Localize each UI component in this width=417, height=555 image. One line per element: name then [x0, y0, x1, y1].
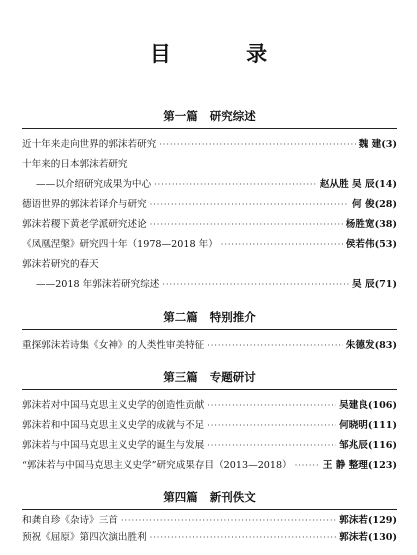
entry-title: 德语世界的郭沫若译介与研究	[22, 199, 147, 210]
entry-title: 郭沫若稷下黄老学派研究述论	[22, 219, 147, 230]
leader-dots	[207, 336, 343, 356]
section-heading	[22, 489, 397, 505]
entry-title: 预祝《屈原》第四次演出胜利	[22, 532, 147, 543]
leader-dots	[159, 135, 355, 155]
entry-author: 吴建良	[339, 400, 368, 411]
entry-author: 杨胜宽	[345, 219, 375, 230]
leader-dots	[295, 456, 320, 476]
toc-entry[interactable]	[22, 336, 397, 356]
toc-entry[interactable]	[22, 215, 397, 235]
entry-author: 郭沫若	[339, 515, 368, 526]
leader-dots	[154, 175, 317, 195]
entry-page: (129)	[367, 515, 397, 526]
toc-entry[interactable]	[22, 155, 397, 175]
toc-entry[interactable]	[22, 175, 397, 195]
entry-subtitle: ——2018 年郭沫若研究综述	[36, 279, 160, 290]
entry-author: 侯若伟	[345, 239, 375, 250]
leader-dots	[207, 436, 336, 456]
entry-author: 赵从胜 吴 辰	[319, 179, 375, 190]
leader-dots	[207, 416, 336, 436]
section-part: 第三篇	[163, 370, 198, 384]
section-part: 第二篇	[163, 310, 198, 324]
section-heading	[22, 108, 397, 124]
section-rule	[22, 509, 397, 510]
entry-page: (53)	[374, 239, 397, 250]
leader-dots	[121, 512, 336, 529]
section-heading	[22, 369, 397, 385]
entry-author: 王 静 整理	[322, 460, 368, 471]
toc-entry[interactable]	[22, 195, 397, 215]
leader-dots	[150, 215, 343, 235]
entry-author: 魏 建	[358, 139, 382, 150]
toc-entry[interactable]	[22, 255, 397, 275]
entry-author: 邹兆辰	[339, 440, 368, 451]
leader-dots	[162, 275, 349, 295]
section-name: 特别推介	[209, 310, 256, 324]
entry-page: (111)	[367, 420, 397, 431]
section-2	[22, 309, 397, 356]
entry-page: (123)	[367, 460, 397, 471]
entry-page: (71)	[374, 279, 397, 290]
toc-entry[interactable]	[22, 456, 397, 476]
section-name: 研究综述	[209, 109, 256, 123]
entry-title: 十年来的日本郭沫若研究	[22, 159, 128, 170]
toc-entry[interactable]	[22, 275, 397, 295]
entry-page: (130)	[367, 532, 397, 543]
entry-page: (3)	[381, 139, 397, 150]
entry-page: (28)	[374, 199, 397, 210]
leader-dots	[221, 235, 343, 255]
entry-page: (14)	[374, 179, 397, 190]
toc-entry[interactable]	[22, 416, 397, 436]
section-4	[22, 489, 397, 546]
section-name: 专题研讨	[209, 370, 256, 384]
entry-page: (38)	[374, 219, 397, 230]
section-3	[22, 369, 397, 476]
entry-page: (106)	[367, 400, 397, 411]
entry-title: 近十年来走向世界的郭沫若研究	[22, 139, 157, 150]
entry-title: 郭沫若与中国马克思主义史学的诞生与发展	[22, 440, 205, 451]
section-heading	[22, 309, 397, 325]
entry-author: 何晓明	[339, 420, 368, 431]
toc-entry[interactable]	[22, 436, 397, 456]
section-rule	[22, 329, 397, 330]
entry-page: (116)	[367, 440, 397, 451]
toc-entry[interactable]	[22, 135, 397, 155]
entry-author: 何 俊	[352, 199, 375, 210]
entry-title: 重探郭沫若诗集《女神》的人类性审美特征	[22, 340, 205, 351]
toc-entry[interactable]	[22, 512, 397, 529]
page-title: 目 录	[149, 42, 302, 66]
entry-author: 朱德发	[345, 340, 375, 351]
entry-title: 和龚自珍《杂诗》三首	[22, 515, 118, 526]
leader-dots	[207, 396, 336, 416]
section-part: 第四篇	[163, 490, 198, 504]
entry-author: 吴 辰	[352, 279, 375, 290]
leader-dots	[150, 529, 336, 546]
entry-subtitle: ——以介绍研究成果为中心	[36, 179, 152, 190]
entry-author: 郭沫若	[339, 532, 368, 543]
entry-title: 《凤凰涅槃》研究四十年（1978—2018 年）	[22, 239, 218, 250]
entry-title: 郭沫若研究的春天	[22, 259, 99, 270]
toc-entry[interactable]	[22, 396, 397, 416]
toc-entry[interactable]	[22, 529, 397, 546]
section-1	[22, 108, 397, 295]
entry-title: 郭沫若对中国马克思主义史学的创造性贡献	[22, 400, 205, 411]
section-part: 第一篇	[163, 109, 198, 123]
toc-entry[interactable]	[22, 235, 397, 255]
section-name: 新刊佚文	[209, 490, 256, 504]
section-rule	[22, 128, 397, 129]
entry-title: 郭沫若和中国马克思主义史学的成就与不足	[22, 420, 205, 431]
entry-page: (83)	[374, 340, 397, 351]
leader-dots	[150, 195, 349, 215]
entry-title: “郭沫若与中国马克思主义史学”研究成果存目（2013—2018）	[22, 460, 292, 471]
section-rule	[22, 389, 397, 390]
